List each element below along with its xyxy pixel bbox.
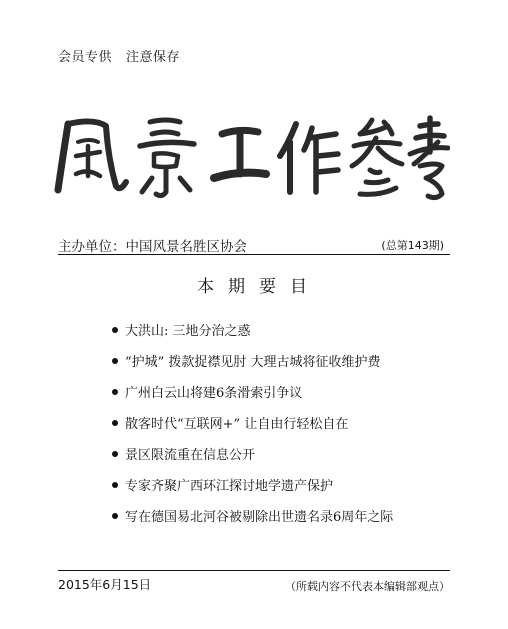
toc-item-text: 专家齐聚广西环江探讨地学遗产保护 [125,479,334,494]
footer-divider [58,570,450,571]
toc-item-text: 大洪山: 三地分治之惑 [125,324,251,339]
bullet-icon [112,451,118,457]
toc-item [112,345,393,376]
toc-item-text: 写在德国易北河谷被剔除出世遗名录6周年之际 [125,510,394,525]
masthead-calligraphy-logo [54,112,450,204]
editorial-disclaimer: （所载内容不代表本编辑部观点） [285,580,450,593]
bullet-icon [112,389,118,395]
toc-title: 本期要目 [197,277,321,297]
table-of-contents [112,314,393,531]
bullet-icon [112,482,118,488]
bullet-icon [112,358,118,364]
sponsor-bar [58,234,450,255]
masthead-brush-strokes [54,112,450,204]
bullet-icon [112,513,118,519]
member-notice [58,46,180,65]
notice-keep-safe: 注意保存 [126,50,181,65]
sponsor-label: 主办单位：中国风景名胜区协会 [58,239,247,255]
toc-item-text: 广州白云山将建6条滑索引争议 [125,386,303,401]
toc-item-text: 散客时代“互联网+” 让自由行轻松自在 [125,417,349,432]
bullet-icon [112,420,118,426]
toc-item [112,376,393,407]
toc-item-text: “护城” 拨款捉襟见肘 大理古城将征收维护费 [125,355,381,370]
bullet-icon [112,327,118,333]
publication-date: 2015年6月15日 [58,577,152,592]
toc-item [112,500,393,531]
issue-number: (总第143期) [381,239,444,252]
toc-item-text: 景区限流重在信息公开 [125,448,256,463]
toc-item [112,407,393,438]
toc-item [112,469,393,500]
notice-members-only: 会员专供 [58,50,113,65]
toc-item [112,438,393,469]
toc-item [112,314,393,345]
